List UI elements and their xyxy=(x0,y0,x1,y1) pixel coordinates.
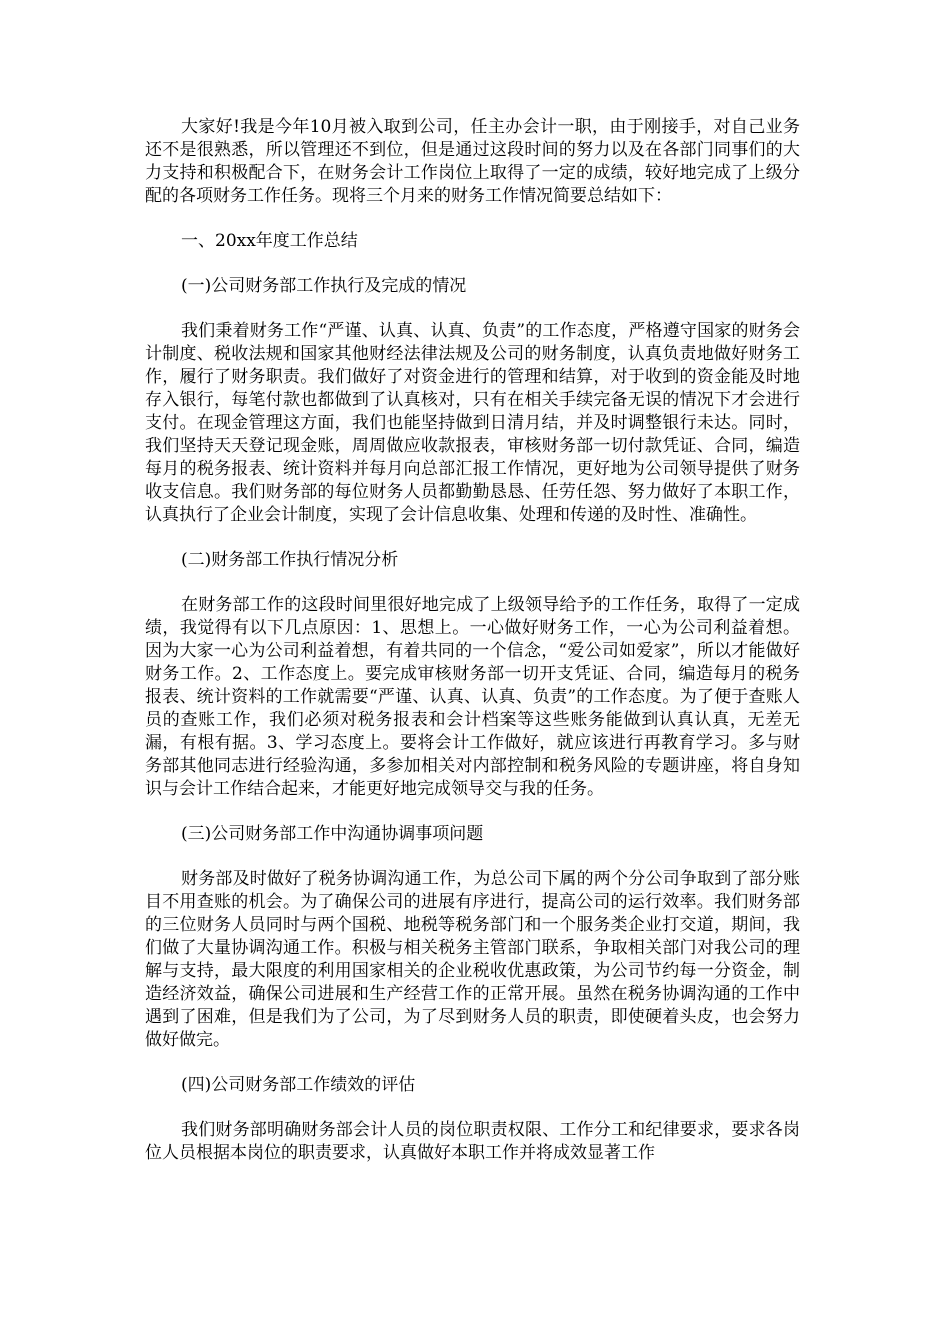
subsection-body-3: 财务部及时做好了税务协调沟通工作，为总公司下属的两个分公司争取到了部分账目不用查账的机会。为了确保公司的进展有序进行，提高公司的运行效率。我们财务部的三位财务人员同时与两个国税、地税等税务部门和一个服务类企业打交道，期间，我们做了大量协调沟通工作。积极与相关税务主管部门联系，争取相关部门对我公司的理解与支持，最大限度的利用国家相关的企业税收优惠政策，为公司节约每一分资金，制造经济效益，确保公司进展和生产经营工作的正常开展。虽然在税务协调沟通的工作中遇到了困难，但是我们为了公司，为了尽到财务人员的职责，即使硬着头皮，也会努力做好做完。 xyxy=(145,869,800,1050)
subsection-body-1: 我们秉着财务工作“严谨、认真、认真、负责”的工作态度，严格遵守国家的财务会计制度、税收法规和国家其他财经法律法规及公司的财务制度，认真负责地做好财务工作，履行了财务职责。我们做好了对资金进行的管理和结算，对于收到的资金能及时地存入银行，每笔付款也都做到了认真核对，只有在相关手续完备无误的情况下才会进行支付。在现金管理这方面，我们也能坚持做到日清月结，并及时调整银行未达。同时，我们坚持天天登记现金账，周周做应收款报表，审核财务部一切付款凭证、合同，编造每月的税务报表、统计资料并每月向总部汇报工作情况，更好地为公司领导提供了财务收支信息。我们财务部的每位财务人员都勤勤恳恳、任劳任怨、努力做好了本职工作，认真执行了企业会计制度，实现了会计信息收集、处理和传递的及时性、准确性。 xyxy=(145,321,800,525)
subsection-heading-4: (四)公司财务部工作绩效的评估 xyxy=(181,1075,416,1095)
subsection-heading-1: (一)公司财务部工作执行及完成的情况 xyxy=(181,276,467,296)
section-heading-annual-summary: 一、20xx年度工作总结 xyxy=(181,231,358,251)
subsection-body-2: 在财务部工作的这段时间里很好地完成了上级领导给予的工作任务，取得了一定成绩，我觉得有以下几点原因：1、思想上。一心做好财务工作，一心为公司利益着想。因为大家一心为公司利益着想，有着共同的一个信念，“爱公司如爱家”，所以才能做好财务工作。2、工作态度上。要完成审核财务部一切开支凭证、合同，编造每月的税务报表、统计资料的工作就需要“严谨、认真、认真、负责”的工作态度。为了便于查账人员的查账工作，我们必须对税务报表和会计档案等这些账务能做到认真认真，无差无漏，有根有据。3、学习态度上。要将会计工作做好，就应该进行再教育学习。多与财务部其他同志进行经验沟通，多参加相关对内部控制和税务风险的专题讲座，将自身知识与会计工作结合起来，才能更好地完成领导交与我的任务。 xyxy=(145,595,800,799)
subsection-heading-2: (二)财务部工作执行情况分析 xyxy=(181,550,399,570)
intro-paragraph: 大家好!我是今年10月被入取到公司，任主办会计一职，由于刚接手，对自己业务还不是很熟悉，所以管理还不到位，但是通过这段时间的努力以及在各部门同事们的大力支持和积极配合下，在财务会计工作岗位上取得了一定的成绩，较好地完成了上级分配的各项财务工作任务。现将三个月来的财务工作情况简要总结如下： xyxy=(145,117,800,206)
document-page xyxy=(145,116,800,1187)
subsection-body-4: 我们财务部明确财务部会计人员的岗位职责权限、工作分工和纪律要求，要求各岗位人员根据本岗位的职责要求，认真做好本职工作并将成效显著工作 xyxy=(145,1120,800,1163)
subsection-heading-3: (三)公司财务部工作中沟通协调事项问题 xyxy=(181,824,484,844)
